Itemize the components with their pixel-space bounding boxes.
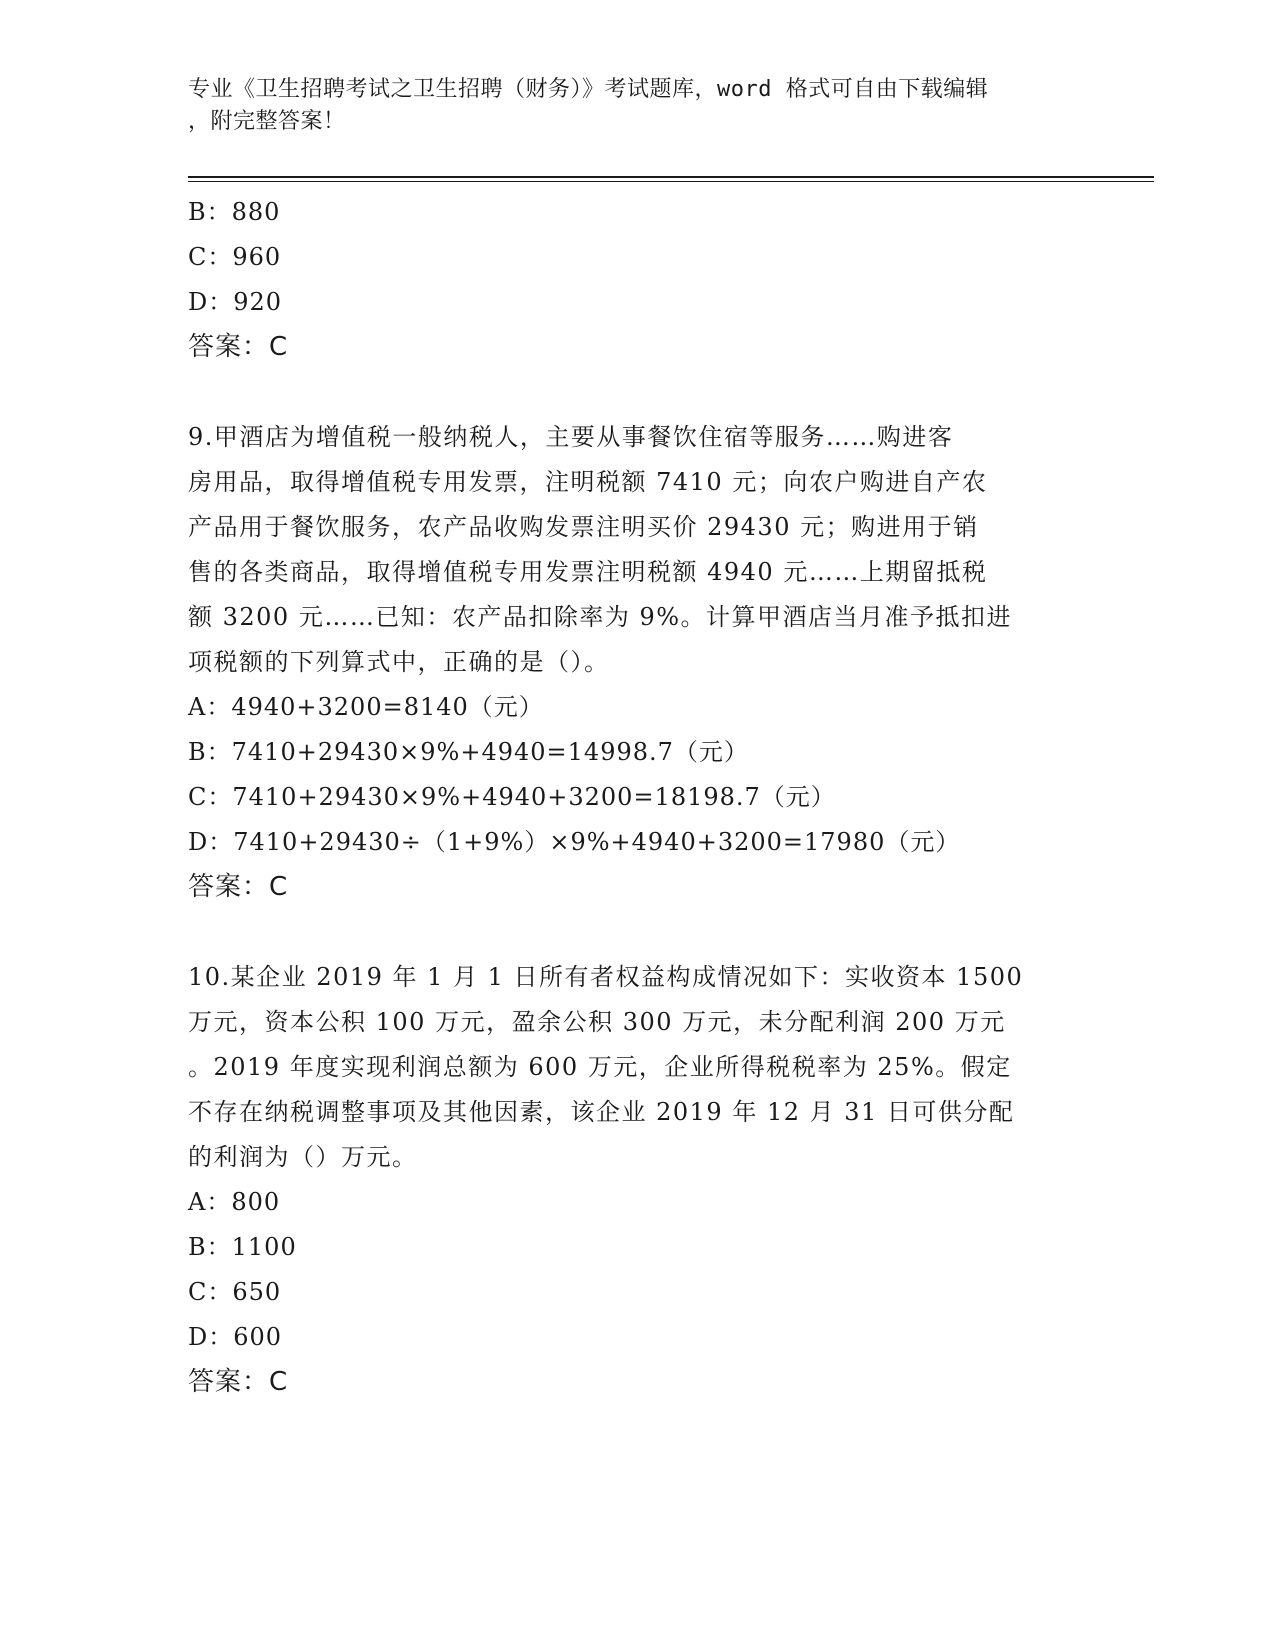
answer-line: 答案：C	[188, 1367, 289, 1397]
option-a: A：4940+3200=8140（元）	[188, 693, 544, 721]
question-stem-line: 的利润为（）万元。	[188, 1143, 418, 1171]
option-c: C：7410+29430×9%+4940+3200=18198.7（元）	[188, 783, 836, 811]
header-title-line-1: 专业《卫生招聘考试之卫生招聘（财务）》考试题库，word 格式可自由下载编辑	[188, 77, 989, 102]
option-a: A：800	[188, 1188, 281, 1216]
question-stem-line: 。2019 年度实现利润总额为 600 万元，企业所得税税率为 25%。假定	[188, 1053, 1012, 1081]
question-10	[188, 955, 1088, 1405]
document-body	[188, 190, 1088, 1405]
question-stem-line: 售的各类商品，取得增值税专用发票注明税额 4940 元……上期留抵税	[188, 558, 988, 586]
question-8-tail	[188, 190, 1088, 370]
question-stem-line: 9.甲酒店为增值税一般纳税人，主要从事餐饮住宿等服务……购进客	[188, 423, 954, 451]
header-title-line-2: ，附完整答案！	[188, 109, 346, 134]
question-stem-line: 房用品，取得增值税专用发票，注明税额 7410 元；向农户购进自产农	[188, 468, 988, 496]
option-c: C：650	[188, 1278, 282, 1306]
question-stem-line: 产品用于餐饮服务，农产品收购发票注明买价 29430 元；购进用于销	[188, 513, 979, 541]
header-divider	[188, 176, 1154, 182]
question-stem-line: 10.某企业 2019 年 1 月 1 日所有者权益构成情况如下：实收资本 1500	[188, 963, 1024, 991]
document-header	[188, 74, 1068, 138]
question-stem-line: 不存在纳税调整事项及其他因素，该企业 2019 年 12 月 31 日可供分配	[188, 1098, 1015, 1126]
option-b: B：880	[188, 198, 281, 226]
answer-line: 答案：C	[188, 332, 289, 362]
option-d: D：7410+29430÷（1+9%）×9%+4940+3200=17980（元）	[188, 828, 961, 856]
spacer	[188, 370, 1088, 415]
option-b: B：7410+29430×9%+4940=14998.7（元）	[188, 738, 749, 766]
option-b: B：1100	[188, 1233, 297, 1261]
question-stem-line: 额 3200 元……已知：农产品扣除率为 9%。计算甲酒店当月准予抵扣进	[188, 603, 1013, 631]
option-d: D：600	[188, 1323, 283, 1351]
question-9	[188, 415, 1088, 910]
option-c: C：960	[188, 243, 282, 271]
answer-line: 答案：C	[188, 872, 289, 902]
spacer	[188, 910, 1088, 955]
question-stem-line: 项税额的下列算式中，正确的是（）。	[188, 648, 610, 676]
question-stem-line: 万元，资本公积 100 万元，盈余公积 300 万元，未分配利润 200 万元	[188, 1008, 1006, 1036]
option-d: D：920	[188, 288, 283, 316]
